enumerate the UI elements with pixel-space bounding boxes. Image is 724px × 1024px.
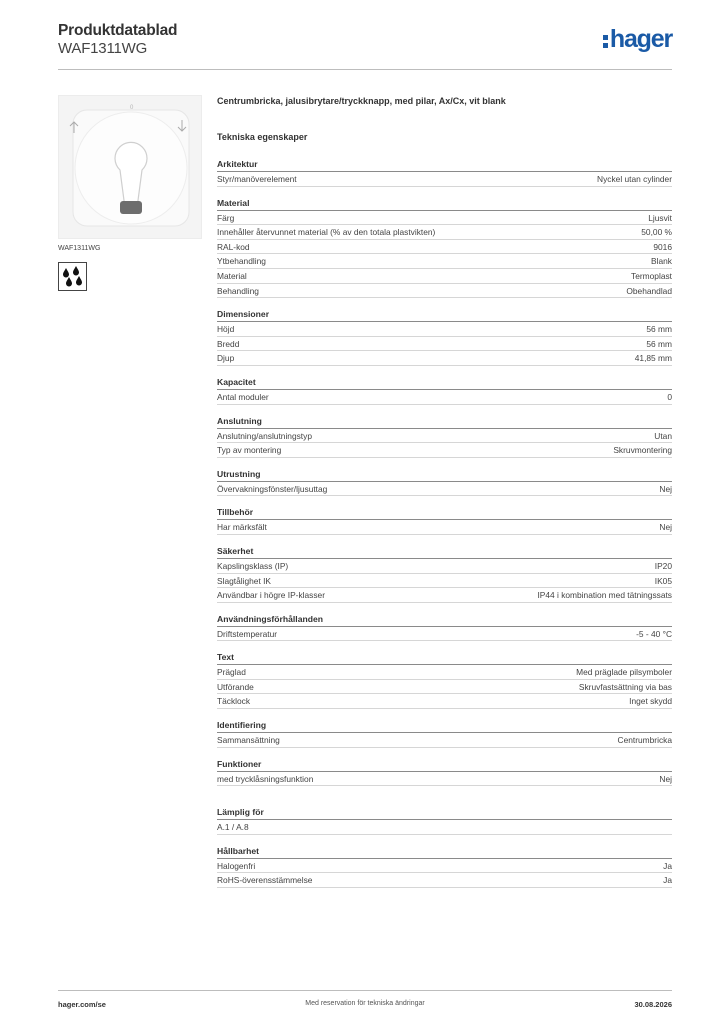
spec-label: Material bbox=[217, 270, 247, 281]
spec-group bbox=[217, 650, 672, 709]
spec-row bbox=[217, 269, 672, 284]
spec-value: 50,00 % bbox=[641, 227, 672, 238]
spec-value: 56 mm bbox=[646, 338, 672, 349]
spec-group-title: Säkerhet bbox=[217, 544, 672, 559]
spec-label: Ytbehandling bbox=[217, 256, 266, 267]
spec-value: Centrumbricka bbox=[617, 735, 672, 746]
spec-label: Driftstemperatur bbox=[217, 628, 278, 639]
spec-row bbox=[217, 429, 672, 444]
spec-value: Med präglade pilsymboler bbox=[576, 667, 672, 678]
product-description: Centrumbricka, jalusibrytare/tryckknapp, med pilar, Ax/Cx, vit blank bbox=[217, 96, 506, 106]
spec-group bbox=[217, 505, 672, 535]
footer-date: 30.08.2026 bbox=[634, 1000, 672, 1009]
spec-group-title: Anslutning bbox=[217, 414, 672, 429]
spec-row bbox=[217, 627, 672, 642]
document-title: Produktdatablad bbox=[58, 22, 178, 39]
spec-group-title: Material bbox=[217, 196, 672, 211]
spec-group bbox=[217, 757, 672, 787]
document-subtitle: WAF1311WG bbox=[58, 40, 148, 57]
product-image bbox=[58, 95, 202, 239]
spec-row bbox=[217, 240, 672, 255]
spec-value: Skruvfastsättning via bas bbox=[578, 681, 672, 692]
spec-row bbox=[217, 254, 672, 269]
spec-value: Nyckel utan cylinder bbox=[597, 174, 672, 184]
spec-value: Termoplast bbox=[631, 270, 672, 281]
group-spacer bbox=[217, 795, 672, 805]
spec-label: Utförande bbox=[217, 681, 254, 692]
spec-label: Anslutning/anslutningstyp bbox=[217, 430, 312, 441]
logo-text: hager bbox=[609, 24, 672, 53]
spec-label: Präglad bbox=[217, 667, 246, 678]
spec-group bbox=[217, 805, 672, 835]
spec-group bbox=[217, 157, 672, 187]
image-caption: WAF1311WG bbox=[58, 245, 101, 252]
page-header bbox=[58, 20, 672, 70]
spec-label: Halogenfri bbox=[217, 860, 256, 871]
spec-value: 0 bbox=[667, 391, 672, 402]
spec-row bbox=[217, 574, 672, 589]
spec-group-title: Hållbarhet bbox=[217, 844, 672, 859]
spec-group bbox=[217, 196, 672, 299]
spec-label: Slagtålighet IK bbox=[217, 575, 272, 586]
spec-value: IP20 bbox=[654, 560, 672, 571]
spec-group-title: Lämplig för bbox=[217, 805, 672, 820]
spec-label: RoHS-överensstämmelse bbox=[217, 875, 313, 886]
spec-row bbox=[217, 482, 672, 497]
spec-group bbox=[217, 718, 672, 748]
spec-label: A.1 / A.8 bbox=[217, 822, 249, 833]
spec-label: Täcklock bbox=[217, 696, 251, 707]
spec-label: Har märksfält bbox=[217, 522, 267, 533]
spec-group-title: Text bbox=[217, 650, 672, 665]
spec-row bbox=[217, 172, 672, 187]
spec-row bbox=[217, 733, 672, 748]
spec-group bbox=[217, 544, 672, 603]
spec-row bbox=[217, 520, 672, 535]
centre-plate-illustration bbox=[59, 96, 203, 240]
spec-value: Skruvmontering bbox=[613, 445, 672, 456]
spec-value: Nej bbox=[659, 522, 672, 533]
spec-group-title: Arkitektur bbox=[217, 157, 672, 172]
plate-mark-zero: 0 bbox=[130, 105, 134, 111]
spec-row bbox=[217, 873, 672, 888]
spec-value: Ja bbox=[663, 875, 672, 886]
spec-group bbox=[217, 414, 672, 458]
spec-group bbox=[217, 307, 672, 366]
spec-value: Nej bbox=[659, 773, 672, 784]
footer-disclaimer: Med reservation för tekniska ändringar bbox=[305, 1000, 425, 1007]
spec-value: 9016 bbox=[653, 241, 672, 252]
spec-row bbox=[217, 337, 672, 352]
spec-row bbox=[217, 559, 672, 574]
spec-label: Djup bbox=[217, 353, 235, 364]
spec-groups bbox=[217, 157, 672, 888]
spec-label: Kapslingsklass (IP) bbox=[217, 560, 289, 571]
main-content bbox=[217, 95, 672, 897]
spec-row bbox=[217, 322, 672, 337]
page-footer bbox=[58, 990, 672, 1014]
spec-group-title: Dimensioner bbox=[217, 307, 672, 322]
spec-value: Ljusvit bbox=[648, 212, 672, 223]
spec-row bbox=[217, 588, 672, 603]
spec-label: Styr/manöverelement bbox=[217, 174, 297, 184]
spec-label: Bredd bbox=[217, 338, 240, 349]
spec-label: Antal moduler bbox=[217, 391, 269, 402]
spec-row bbox=[217, 665, 672, 680]
spec-group-title: Användningsförhållanden bbox=[217, 612, 672, 627]
spec-value: IP44 i kombination med tätningssats bbox=[537, 590, 672, 601]
spec-row bbox=[217, 680, 672, 695]
spec-row bbox=[217, 694, 672, 709]
spec-group bbox=[217, 612, 672, 642]
spec-row bbox=[217, 443, 672, 458]
spec-group-title: Utrustning bbox=[217, 467, 672, 482]
spec-value: -5 - 40 °C bbox=[636, 628, 672, 639]
spec-group-title: Identifiering bbox=[217, 718, 672, 733]
spec-value: Utan bbox=[654, 430, 672, 441]
spec-value: 56 mm bbox=[646, 324, 672, 335]
water-drops-icon bbox=[58, 262, 87, 291]
spec-row bbox=[217, 225, 672, 240]
spec-label: RAL-kod bbox=[217, 241, 250, 252]
spec-label: Höjd bbox=[217, 324, 235, 335]
spec-group-title: Funktioner bbox=[217, 757, 672, 772]
spec-group bbox=[217, 375, 672, 405]
spec-group bbox=[217, 467, 672, 497]
logo-mark-icon bbox=[603, 35, 608, 48]
spec-value: Inget skydd bbox=[629, 696, 672, 707]
spec-label: Användbar i högre IP-klasser bbox=[217, 590, 325, 601]
spec-label: Sammansättning bbox=[217, 735, 280, 746]
key-tab bbox=[120, 201, 142, 214]
spec-group-title: Kapacitet bbox=[217, 375, 672, 390]
spec-row bbox=[217, 772, 672, 787]
spec-label: Behandling bbox=[217, 285, 259, 296]
tech-heading: Tekniska egenskaper bbox=[217, 132, 308, 142]
spec-value: IK05 bbox=[654, 575, 672, 586]
spec-row bbox=[217, 859, 672, 874]
hager-logo bbox=[603, 24, 672, 54]
spec-value: 41,85 mm bbox=[634, 353, 672, 364]
spec-row bbox=[217, 820, 672, 835]
spec-label: Innehåller återvunnet material (% av den totala plastvikten) bbox=[217, 227, 436, 238]
spec-label: Övervakningsfönster/ljusuttag bbox=[217, 483, 328, 494]
spec-value: Nej bbox=[659, 483, 672, 494]
footer-website: hager.com/se bbox=[58, 1000, 106, 1009]
spec-value: Blank bbox=[651, 256, 672, 267]
spec-row bbox=[217, 351, 672, 366]
spec-label: Färg bbox=[217, 212, 235, 223]
spec-label: Typ av montering bbox=[217, 445, 282, 456]
spec-group bbox=[217, 844, 672, 888]
spec-row bbox=[217, 390, 672, 405]
spec-row bbox=[217, 284, 672, 299]
spec-group-title: Tillbehör bbox=[217, 505, 672, 520]
spec-value: Ja bbox=[663, 860, 672, 871]
spec-row bbox=[217, 211, 672, 226]
spec-value: Obehandlad bbox=[626, 285, 672, 296]
spec-label: med trycklåsningsfunktion bbox=[217, 773, 314, 784]
